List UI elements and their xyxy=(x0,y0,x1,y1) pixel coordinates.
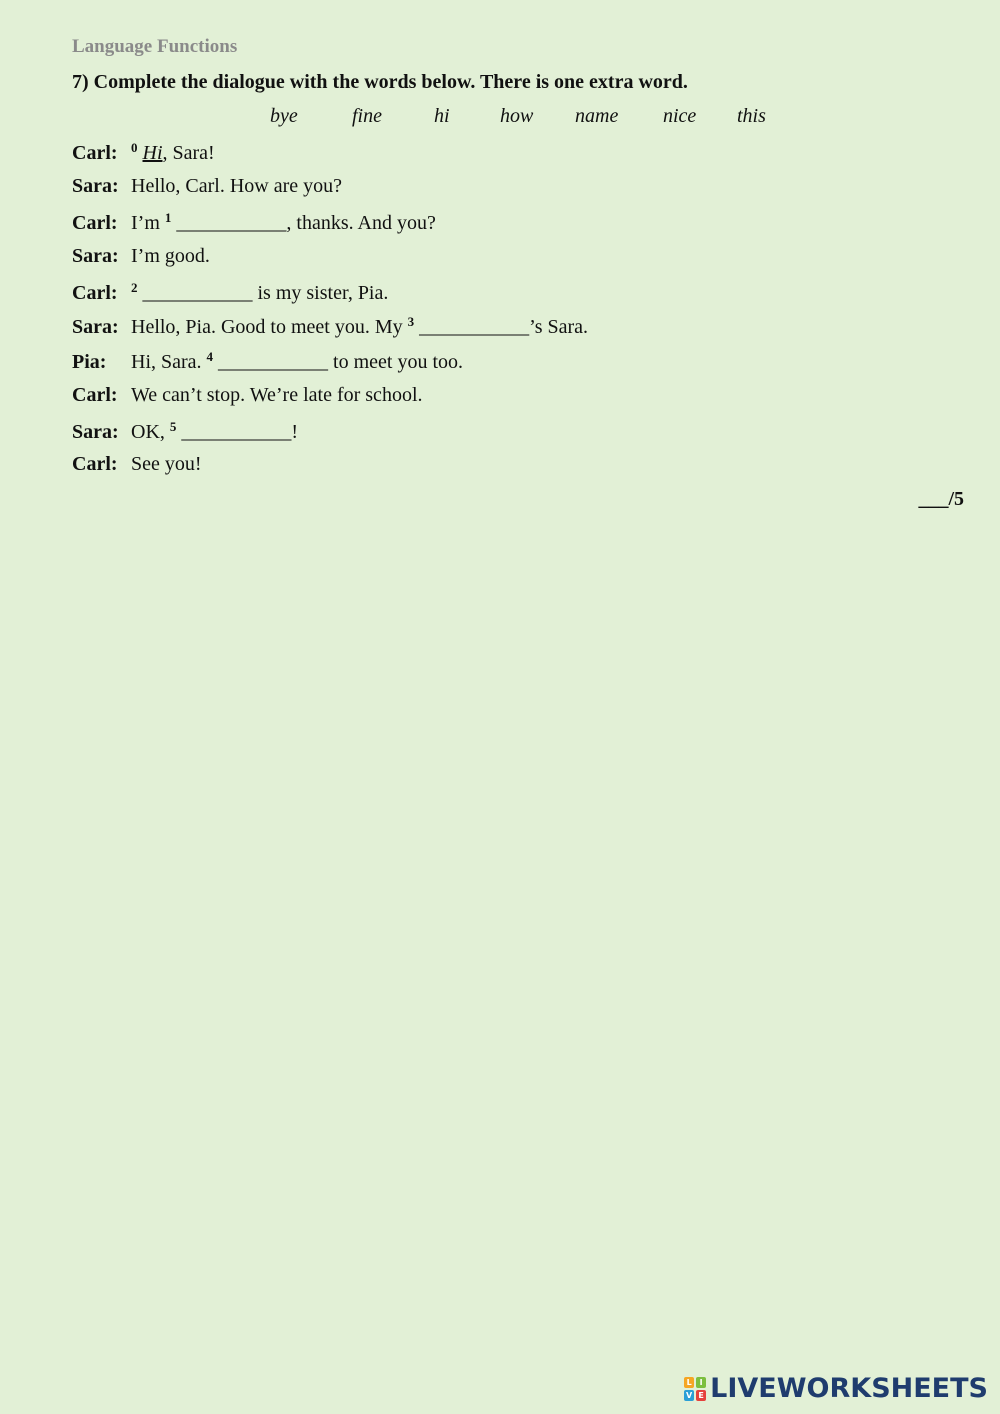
dialogue-line xyxy=(72,314,588,339)
line-text: ! xyxy=(291,421,299,443)
line-text: to meet you too. xyxy=(328,351,464,373)
answer-blank-3[interactable]: ___________ xyxy=(419,316,530,338)
line-text: ’s Sara. xyxy=(529,316,589,338)
section-title: Language Functions xyxy=(72,36,238,57)
speaker: Carl: xyxy=(72,142,118,164)
dialogue-line xyxy=(72,349,463,374)
line-text: OK, xyxy=(131,421,170,443)
speaker: Sara: xyxy=(72,245,119,267)
dialogue-line xyxy=(72,245,210,268)
answer-blank-1[interactable]: ___________ xyxy=(176,212,287,234)
gap-number: 0 xyxy=(131,140,138,155)
gap-number: 5 xyxy=(169,419,177,434)
speaker: Carl: xyxy=(72,212,118,234)
line-text: , thanks. And you? xyxy=(286,212,436,234)
speaker: Carl: xyxy=(72,384,118,406)
line-text: Hi, Sara. xyxy=(131,351,207,373)
line-text: See you! xyxy=(131,453,202,475)
line-text: Hello, Pia. Good to meet you. My xyxy=(131,316,408,338)
speaker: Sara: xyxy=(72,175,119,197)
line-text: We can’t stop. We’re late for school. xyxy=(131,384,423,406)
speaker: Sara: xyxy=(72,421,119,443)
line-text: Hello, Carl. How are you? xyxy=(131,175,343,197)
liveworksheets-logo xyxy=(684,1373,988,1404)
speaker: Carl: xyxy=(72,453,118,475)
exercise-instruction: 7) Complete the dialogue with the words below. There is one extra word. xyxy=(72,71,688,93)
gap-number: 1 xyxy=(164,210,172,225)
example-answer: Hi xyxy=(142,142,163,164)
gap-number: 2 xyxy=(131,280,138,295)
dialogue-line xyxy=(72,175,342,198)
dialogue-line xyxy=(72,384,423,407)
logo-mark-icon xyxy=(684,1377,706,1401)
word-bank-item: how xyxy=(500,105,534,127)
logo-tile: E xyxy=(696,1390,706,1401)
dialogue-line xyxy=(72,210,436,235)
word-bank-item: hi xyxy=(434,105,450,127)
dialogue-line xyxy=(72,140,215,165)
word-bank xyxy=(0,105,1000,133)
answer-blank-4[interactable]: ___________ xyxy=(218,351,329,373)
gap-number: 4 xyxy=(206,349,214,364)
line-text: I’m good. xyxy=(131,245,210,267)
dialogue-line xyxy=(72,280,388,305)
logo-tile: V xyxy=(686,1390,693,1400)
logo-tile: L xyxy=(684,1377,694,1388)
word-bank-item: nice xyxy=(663,105,697,127)
word-bank-item: bye xyxy=(270,105,298,127)
speaker: Pia: xyxy=(72,351,107,373)
speaker: Sara: xyxy=(72,316,119,338)
line-text: , Sara! xyxy=(162,142,215,164)
word-bank-item: name xyxy=(575,105,619,127)
gap-number: 3 xyxy=(407,314,415,329)
logo-text: LIVEWORKSHEETS xyxy=(710,1373,988,1404)
speaker: Carl: xyxy=(72,282,118,304)
word-bank-item: fine xyxy=(352,105,382,127)
dialogue-line xyxy=(72,419,298,444)
dialogue-line xyxy=(72,453,202,476)
line-text: is my sister, Pia. xyxy=(252,282,389,304)
logo-tile: I xyxy=(696,1377,706,1388)
answer-blank-5[interactable]: ___________ xyxy=(181,421,292,443)
score-total: ___/5 xyxy=(918,488,964,510)
line-text: I’m xyxy=(131,212,165,234)
answer-blank-2[interactable]: ___________ xyxy=(142,282,253,304)
word-bank-item: this xyxy=(737,105,766,127)
